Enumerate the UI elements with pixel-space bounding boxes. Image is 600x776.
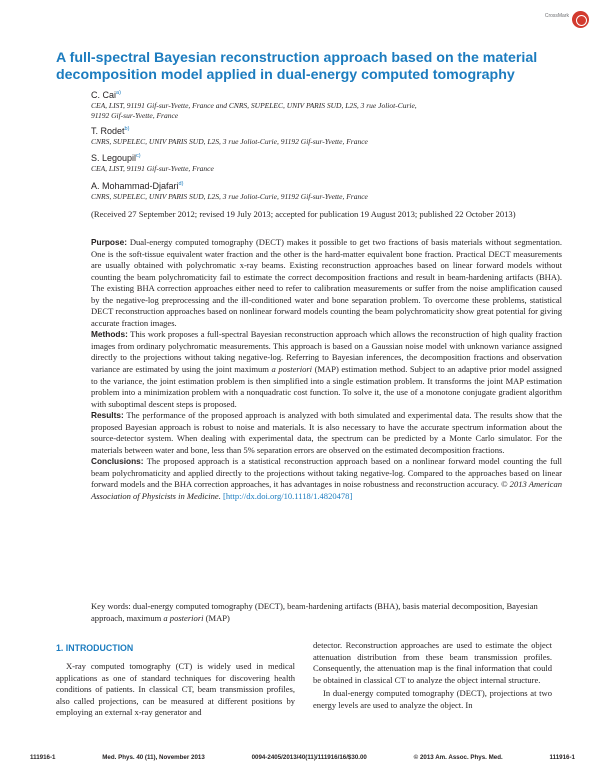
footer-journal: Med. Phys. 40 (11), November 2013 <box>102 754 205 761</box>
author-3 <box>91 152 571 174</box>
crossmark-logo[interactable] <box>541 10 589 32</box>
footnote-link[interactable]: c) <box>136 153 141 159</box>
author-name: S. Legoupil <box>91 153 137 163</box>
author-2 <box>91 125 571 147</box>
abstract-results <box>91 410 562 456</box>
author-affiliation: CEA, LIST, 91191 Gif-sur-Yvette, France <box>91 164 214 173</box>
footer-page-number-right: 111916-1 <box>549 754 575 761</box>
body-column-right <box>313 640 552 711</box>
methods-emphasis: a posteriori <box>271 364 313 375</box>
crossmark-seal-icon <box>572 11 589 28</box>
author-4 <box>91 180 571 202</box>
footer-page-number: 111916-1 <box>30 754 56 761</box>
conclusions-text: The proposed approach is a statistical reconstruction approach based on a nonlinear forward model counting the full beam polychromaticity and applied directly to the projections without taking negative-log. Compared to the approaches based on linear forward models and the BHA correction approaches, it has advantages in noise robustness and reconstruction accuracy. <box>91 456 562 490</box>
footnote-link[interactable]: b) <box>124 126 130 132</box>
methods-text: This work proposes a full-spectral Bayesian reconstruction approach which allows the reconstruction of high quality fraction images from ordinary polychromatic measurements. This approach is based on a Gaussian noise model with unknown variance assigned directly to the projections without taking negative-log. Referring to Bayesian inferences, the decomposition fractions and observation variance are estimated by using the joint maximum <box>91 329 562 375</box>
results-label: Results: <box>91 410 124 421</box>
author-name: C. Cai <box>91 90 117 100</box>
crossmark-text: CrossMark <box>544 13 569 19</box>
purpose-label: Purpose: <box>91 237 127 247</box>
footnote-link[interactable]: a) <box>116 90 121 96</box>
keywords-text-cont: (MAP) <box>203 612 230 623</box>
author-affiliation: CNRS, SUPELEC, UNIV PARIS SUD, L2S, 3 rue Joliot-Curie, 91192 Gif-sur-Yvette, France <box>91 192 368 201</box>
body-paragraph: detector. Reconstruction approaches are used to estimate the object attenuation distribution from these beam transmission profiles. Consequently, the attenuation map is the final information that could be obtained in classical CT to analyze the object internal structure. <box>313 640 552 685</box>
section-heading: 1. INTRODUCTION <box>56 643 134 653</box>
body-column-left <box>56 661 295 719</box>
body-paragraph: X-ray computed tomography (CT) is widely used in medical applications as one of standard techniques for discovering health conditions of patients. In classical CT, beam transmission profiles, also called projections, can be measured at different positions by employing an external x-ray generator and <box>56 661 295 718</box>
methods-label: Methods: <box>91 329 128 340</box>
received-dates: (Received 27 September 2012; revised 19 July 2013; accepted for publication 19 August 2013; published 22 October 2013) <box>91 209 516 219</box>
abstract-conclusions <box>91 456 562 502</box>
footnote-link[interactable]: d) <box>178 181 184 187</box>
author-1 <box>91 89 571 121</box>
doi-link[interactable]: [http://dx.doi.org/10.1118/1.4820478] <box>220 491 353 502</box>
results-text: The performance of the proposed approach is analyzed with both simulated and experimental data. The results show that the proposed Bayesian approach is robust to noise and materials. It is also necessary to have the accurate spectrum information about the source-detector system. When dealing with experimental data, the spectrum can be predicted by a Monte Carlo simulator. For the materials between water and bone, less than 5% separation errors are observed on the estimated decomposition fractions. <box>91 410 562 455</box>
keywords-text: Key words: dual-energy computed tomography (DECT), beam-hardening artifacts (BHA), basis material decomposition, Bayesian approach, maximum <box>91 601 538 623</box>
author-name: A. Mohammad-Djafari <box>91 181 179 191</box>
conclusions-label: Conclusions: <box>91 456 144 467</box>
copyright-notice: © 2013 American Association of Physicists in Medicine. <box>91 479 563 502</box>
abstract-purpose <box>91 237 562 329</box>
purpose-text: Dual-energy computed tomography (DECT) makes it possible to get two fractions of basis materials without segmentation. One is the soft-tissue equivalent water fraction and the other is the hard-matter equivalent bone fraction. Practical DECT measurements are usually obtained with polychromatic x-ray beams. Existing reconstruction approaches based on linear forward models without counting the beam polychromaticity fail to estimate the correct decomposition fractions and result in beam-hardening artifacts (BHA). The existing BHA correction approaches either need to refer to calibration measurements or suffer from the noise amplification caused by the negative-log preprocessing and the ill-conditioned water and bone separation problem. To overcome these problems, statistical DECT reconstruction approaches based on nonlinear forward models counting the beam polychromaticity show great potential for giving accurate fraction images. <box>91 237 562 328</box>
footer-codes: 0094-2405/2013/40(11)/111916/16/$30.00 <box>251 754 367 761</box>
author-affiliation: CEA, LIST, 91191 Gif-sur-Yvette, France and CNRS, SUPELEC, UNIV PARIS SUD, L2S, 3 rue Joliot-Curie, 91192 Gif-sur-Yvette, France <box>91 101 417 120</box>
methods-text-cont: (MAP) estimation method. Subject to an adaptive prior model assigned to the variance, the joint estimation problem is then simplified into a single estimation problem. It transforms the joint MAP estimation problem into a minimization problem with a nonquadratic cost function. To solve it, the use of a monotone conjugate gradient algorithm with suboptimal descent steps is proposed. <box>91 364 562 409</box>
abstract-methods <box>91 329 562 410</box>
keywords-emphasis: a posteriori <box>163 612 204 623</box>
abstract <box>91 237 562 503</box>
footer-copyright: © 2013 Am. Assoc. Phys. Med. <box>413 754 503 761</box>
page-footer <box>30 754 575 761</box>
body-paragraph: In dual-energy computed tomography (DECT), projections at two energy levels are used to analyze the object. In <box>313 688 552 710</box>
author-name: T. Rodet <box>91 126 125 136</box>
author-affiliation: CNRS, SUPELEC, UNIV PARIS SUD, L2S, 3 rue Joliot-Curie, 91192 Gif-sur-Yvette, France <box>91 137 368 146</box>
article-title: A full-spectral Bayesian reconstruction approach based on the material decomposition model applied in dual-energy computed tomography <box>56 50 538 83</box>
keywords <box>91 601 562 624</box>
